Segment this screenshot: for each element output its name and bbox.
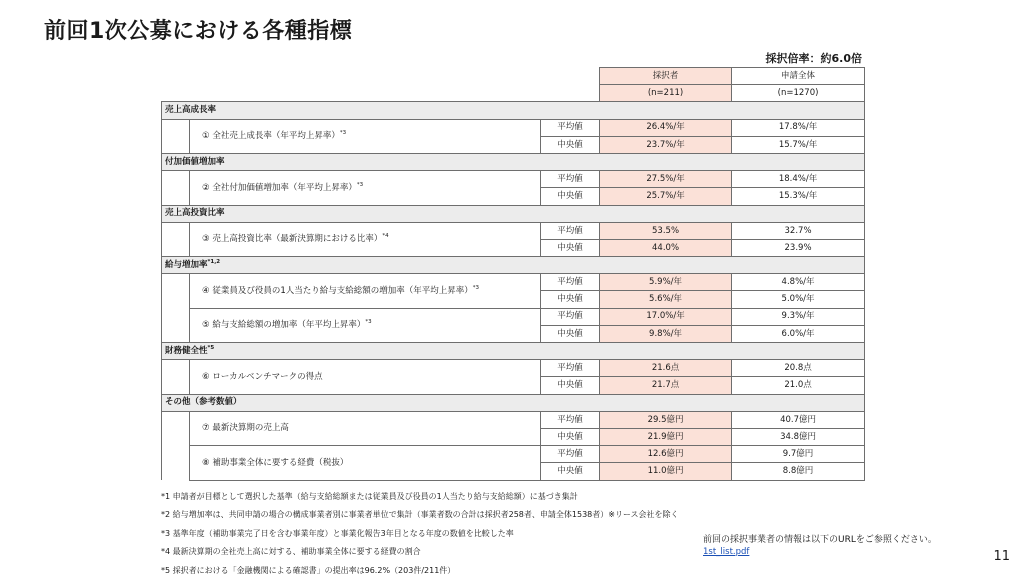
metric-name <box>190 360 541 394</box>
value-text: 53.5% <box>652 225 680 236</box>
footnote-5: *5 採択者における「金融機関による確認書」の提出率は96.2%（203件/211件） <box>161 565 456 575</box>
section-indent <box>162 119 190 153</box>
value-selected-avg <box>600 119 732 136</box>
metric-name-text: ⑥ ローカルベンチマークの得点 <box>202 371 323 382</box>
value-all-median <box>732 325 865 342</box>
section-row <box>162 205 865 222</box>
stat-label-text: 中央値 <box>557 191 583 202</box>
section-indent <box>162 411 190 480</box>
metric-name-text: ① 全社売上成長率（年平均上昇率） <box>202 131 340 141</box>
stat-label-text: 平均値 <box>557 363 583 374</box>
section-footnote-ref: *1,2 <box>207 259 221 266</box>
footnotes <box>161 488 679 576</box>
value-all-avg <box>732 274 865 291</box>
stat-label-avg <box>541 446 600 463</box>
section-row <box>162 257 865 274</box>
value-text: 21.7点 <box>651 380 680 391</box>
stat-label-avg <box>541 119 600 136</box>
page-title: 前回1次公募における各種指標 <box>44 19 353 44</box>
metrics-table <box>161 67 865 481</box>
selected-header-n: (n=211) <box>600 85 732 102</box>
section-title-text: 付加価値増加率 <box>165 156 225 167</box>
section-title <box>162 343 865 360</box>
stat-label-median <box>541 463 600 480</box>
stat-label-text: 中央値 <box>557 139 583 150</box>
section-title <box>162 102 865 119</box>
section-indent <box>162 360 190 394</box>
value-selected-avg <box>600 360 732 377</box>
stat-label-text: 中央値 <box>557 294 583 305</box>
value-selected-avg <box>600 222 732 239</box>
value-text: 25.7%/年 <box>646 191 685 202</box>
stat-label-text: 平均値 <box>557 277 583 288</box>
value-all-median <box>732 239 865 256</box>
value-text: 9.7億円 <box>782 448 814 459</box>
value-all-avg <box>732 308 865 325</box>
value-all-avg <box>732 222 865 239</box>
value-text: 23.7%/年 <box>646 139 685 150</box>
value-text: 15.3%/年 <box>778 191 818 202</box>
value-text: 9.8%/年 <box>649 328 683 339</box>
header-row <box>162 68 865 85</box>
value-text: 15.7%/年 <box>778 139 818 150</box>
metric-name-text: ② 全社付加価値増加率（年平均上昇率） <box>202 182 357 193</box>
table-row <box>162 274 865 291</box>
selected-header-label: 採択者 <box>600 68 732 85</box>
stat-label-avg <box>541 411 600 428</box>
stat-label-text: 平均値 <box>557 225 583 236</box>
value-text: 17.0%/年 <box>646 311 685 322</box>
all-header-label: 申請全体 <box>732 68 865 85</box>
value-text: 20.8点 <box>784 363 812 374</box>
section-row <box>162 343 865 360</box>
footnote-2: *2 給与増加率は、共同申請の場合の構成事業者別に事業者単位で集計（事業者数の合計は採択者258者、申請全体1538者）※リース会社を除く <box>161 510 679 520</box>
stat-label-text: 中央値 <box>557 431 583 442</box>
metric-name-text: ③ 売上高投資比率（最新決算期における比率） <box>202 234 383 245</box>
value-selected-median <box>600 377 732 394</box>
metric-name-text: ⑧ 補助事業全体に要する経費（税抜） <box>202 457 349 468</box>
metric-name <box>190 308 541 342</box>
value-selected-median <box>600 291 732 308</box>
value-text: 11.0億円 <box>647 466 684 477</box>
value-text: 21.6点 <box>651 363 680 374</box>
stat-label-text: 平均値 <box>557 311 583 322</box>
value-all-avg <box>732 411 865 428</box>
metric-name-text: ⑤ 給与支給総額の増加率（年平均上昇率） <box>202 320 366 331</box>
section-indent <box>162 171 190 205</box>
value-text: 5.9%/年 <box>649 277 683 288</box>
stat-label-text: 平均値 <box>557 173 583 184</box>
value-all-avg <box>732 119 865 136</box>
stat-label-avg <box>541 360 600 377</box>
value-selected-median <box>600 463 732 480</box>
stat-label-median <box>541 428 600 445</box>
metric-footnote-ref: *4 <box>382 233 389 240</box>
metric-name <box>190 119 541 153</box>
section-title <box>162 257 865 274</box>
page-number: 11 <box>993 549 1010 564</box>
adoption-ratio: 採択倍率：約6.0倍 <box>765 52 862 65</box>
value-all-avg <box>732 360 865 377</box>
metric-name <box>190 274 541 308</box>
section-title <box>162 205 865 222</box>
stat-label-text: 平均値 <box>557 122 583 133</box>
value-text: 29.5億円 <box>647 414 684 425</box>
stat-label-median <box>541 136 600 153</box>
stat-label-avg <box>541 171 600 188</box>
section-title-text: 売上高投資比率 <box>165 208 225 219</box>
value-all-avg <box>732 446 865 463</box>
metric-footnote-ref: *3 <box>339 130 347 137</box>
table-row <box>162 360 865 377</box>
value-selected-avg <box>600 171 732 188</box>
value-text: 32.7% <box>784 225 812 236</box>
value-all-median <box>732 463 865 480</box>
value-selected-median <box>600 136 732 153</box>
value-text: 17.8%/年 <box>778 122 818 133</box>
stat-label-avg <box>541 274 600 291</box>
value-all-median <box>732 136 865 153</box>
section-title <box>162 153 865 170</box>
value-all-median <box>732 188 865 205</box>
section-row <box>162 102 865 119</box>
value-text: 26.4%/年 <box>646 122 685 133</box>
section-title <box>162 394 865 411</box>
section-footnote-ref: *5 <box>207 345 215 352</box>
stat-label-median <box>541 377 600 394</box>
value-text: 21.9億円 <box>647 431 684 442</box>
value-text: 34.8億円 <box>780 431 816 442</box>
value-all-median <box>732 291 865 308</box>
table-row <box>162 411 865 428</box>
metric-footnote-ref: *3 <box>472 284 479 291</box>
value-selected-avg <box>600 308 732 325</box>
value-text: 6.0%/年 <box>781 328 815 339</box>
table-row <box>162 119 865 136</box>
stat-label-median <box>541 325 600 342</box>
value-text: 8.8億円 <box>782 466 814 477</box>
metric-name <box>190 446 541 480</box>
section-row <box>162 394 865 411</box>
section-title-text: 売上高成長率 <box>165 105 217 116</box>
url-link[interactable]: 1st_list.pdf <box>703 547 750 557</box>
value-text: 9.3%/年 <box>781 311 815 322</box>
value-text: 44.0% <box>652 242 680 253</box>
value-selected-avg <box>600 411 732 428</box>
value-text: 5.6%/年 <box>649 294 683 305</box>
table-row <box>162 222 865 239</box>
table-row <box>162 446 865 463</box>
metric-footnote-ref: *3 <box>356 181 364 188</box>
stat-label-text: 平均値 <box>557 448 583 459</box>
metric-name-text: ④ 従業員及び役員の1人当たり給与支給総額の増加率（年平均上昇率） <box>202 285 473 296</box>
footnote-3: *3 基準年度（補助事業完了日を含む事業年度）と事業化報告3年目となる年度の数値を比較した率 <box>161 528 514 538</box>
value-selected-median <box>600 239 732 256</box>
stat-label-median <box>541 291 600 308</box>
value-text: 21.0点 <box>784 380 812 391</box>
value-text: 12.6億円 <box>647 448 684 459</box>
stat-label-median <box>541 239 600 256</box>
value-selected-avg <box>600 446 732 463</box>
value-text: 40.7億円 <box>780 414 816 425</box>
value-text: 5.0%/年 <box>781 294 815 305</box>
metric-footnote-ref: *3 <box>365 319 372 326</box>
metric-name <box>190 171 541 205</box>
value-selected-avg <box>600 274 732 291</box>
value-selected-median <box>600 325 732 342</box>
value-text: 18.4%/年 <box>778 173 818 184</box>
stat-label-median <box>541 188 600 205</box>
table-row <box>162 171 865 188</box>
stat-label-text: 中央値 <box>557 380 583 391</box>
stat-label-avg <box>541 222 600 239</box>
value-selected-median <box>600 188 732 205</box>
footnote-4: *4 最新決算期の全社売上高に対する、補助事業全体に要する経費の割合 <box>161 547 421 557</box>
value-text: 4.8%/年 <box>781 277 815 288</box>
metric-name-text: ⑦ 最新決算期の売上高 <box>202 423 289 434</box>
section-title-text: その他（参考数値） <box>165 397 242 408</box>
stat-label-text: 中央値 <box>557 466 583 477</box>
all-header-n: (n=1270) <box>732 85 865 102</box>
section-indent <box>162 274 190 343</box>
section-title-text: 給与増加率 <box>165 259 208 270</box>
value-text: 23.9% <box>784 242 812 253</box>
value-all-median <box>732 377 865 394</box>
value-text: 27.5%/年 <box>646 173 685 184</box>
stat-label-text: 中央値 <box>557 328 583 339</box>
footnote-1: *1 申請者が目標として選択した基準（給与支給総額または従業員及び役員の1人当たり給与支給総額）に基づき集計 <box>161 492 578 501</box>
section-row <box>162 153 865 170</box>
stat-label-avg <box>541 308 600 325</box>
metric-name <box>190 411 541 445</box>
table-row <box>162 308 865 325</box>
value-all-avg <box>732 171 865 188</box>
stat-label-text: 平均値 <box>557 414 583 425</box>
value-all-median <box>732 428 865 445</box>
header-row-n <box>162 85 865 102</box>
value-selected-median <box>600 428 732 445</box>
section-title-text: 財務健全性 <box>165 345 208 356</box>
section-indent <box>162 222 190 256</box>
metric-name <box>190 222 541 256</box>
stat-label-text: 中央値 <box>557 242 583 253</box>
url-note: 前回の採択事業者の情報は以下のURLをご参照ください。 <box>703 535 937 545</box>
